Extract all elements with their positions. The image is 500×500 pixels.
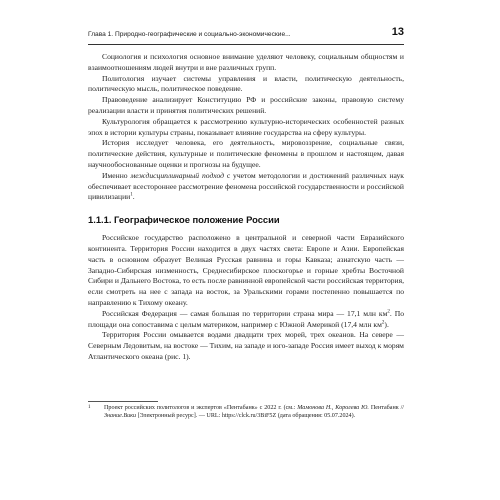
paragraph-location: Российское государство расположено в центральной и северной части Евразийского континента. Территория России находится в двух частях света: Европе и Азии. Европейская часть в основном образует Великая Русская равнина и горы Кавказа; азиатскую часть — Западно-Сибирская низменность, Среднесибирское плоскогорье и горные хребты Восточной Сибири и Дальнего Востока, то есть после равнинной европейской части российская территория, если смотреть на нее с запада на восток, за Уральскими горами постепенно повышается по направлению к Тихому океану. [88, 233, 404, 307]
footnote-separator [88, 401, 158, 402]
footnote-source: Знание.Вики [104, 413, 137, 420]
paragraph-culturology: Культурология обращается к рассмотрению культурно-исторических особенностей разных эпох в истории культуры страны, показывает влияние государства на сферу культуры. [88, 116, 404, 137]
paragraph-seas: Территория России омывается водами двадцати трех морей, трех океанов. На севере — Северным Ледовитым, на востоке — Тихим, на западе и юго-западе Россия имеет выход к морям Атлантического океана (рис. 1). [88, 330, 404, 361]
chapter-title: Глава 1. Природно-географические и социально-экономические... [88, 31, 291, 38]
area-superscript-1: 2 [387, 309, 390, 315]
area-text-3: ). [384, 319, 389, 329]
area-superscript-2: 2 [381, 320, 385, 325]
footnote-authors: Мамонова Н., Королева Ю. [297, 405, 369, 411]
approach-text-end: . [132, 192, 135, 202]
footnote-text [104, 404, 404, 421]
running-header [88, 22, 404, 45]
footnote-text-3: [Электронный ресурс]. — URL: https://clck.ru/3BiF5Z (дата обращения: 05.07.2024). [136, 413, 356, 420]
area-text-2: . По площади она сопоставима с целым материком, например с Южной Америкой (17,4 млн км [88, 308, 404, 329]
footnote [88, 404, 404, 421]
paragraph-law: Правоведение анализирует Конституцию РФ и российские законы, правовую систему реализации власти и принятия политических решений. [88, 95, 404, 115]
approach-text-before: Именно [102, 170, 131, 180]
paragraph-sociology: Социология и психология основное внимание уделяют человеку, социальным общностям и взаимоотношениям людей внутри и вне различных групп. [88, 52, 404, 72]
paragraph-history: История исследует человека, его деятельность, мировоззрение, социальные связи, политические действия, культурные и политические феномены в прошлом и настоящем, давая научнообоснованные оценки и прогнозы на будущее. [88, 138, 404, 169]
paragraph-approach [88, 171, 404, 203]
footnote-mark: 1 [88, 405, 91, 410]
approach-text-after: с учетом методологии и достижений различных наук обеспечивает всестороннее рассмотрение феномена российской государственности и российской цивилизации [88, 170, 404, 202]
paragraph-area [88, 309, 404, 331]
page-number: 13 [391, 26, 404, 38]
paragraph-politology: Политология изучает системы управления и власти, политическую деятельность, политическую мысль, политическое поведение. [88, 73, 404, 94]
footnote-reference[interactable]: 1 [130, 192, 133, 198]
body-text [88, 52, 404, 363]
section-heading: 1.1.1. Географическое положение России [88, 214, 280, 226]
footnote-text-1: Проект российских политологов и экспертов «Пентабанк» с 2022 г. (см.: [104, 405, 298, 411]
footnote-text-2: Пентабанк // [368, 405, 404, 411]
approach-emphasis: междисциплинарный подход [130, 170, 224, 180]
area-text-1: Российская Федерация — самая большая по территории страна мира — 17,1 млн км [102, 308, 388, 318]
